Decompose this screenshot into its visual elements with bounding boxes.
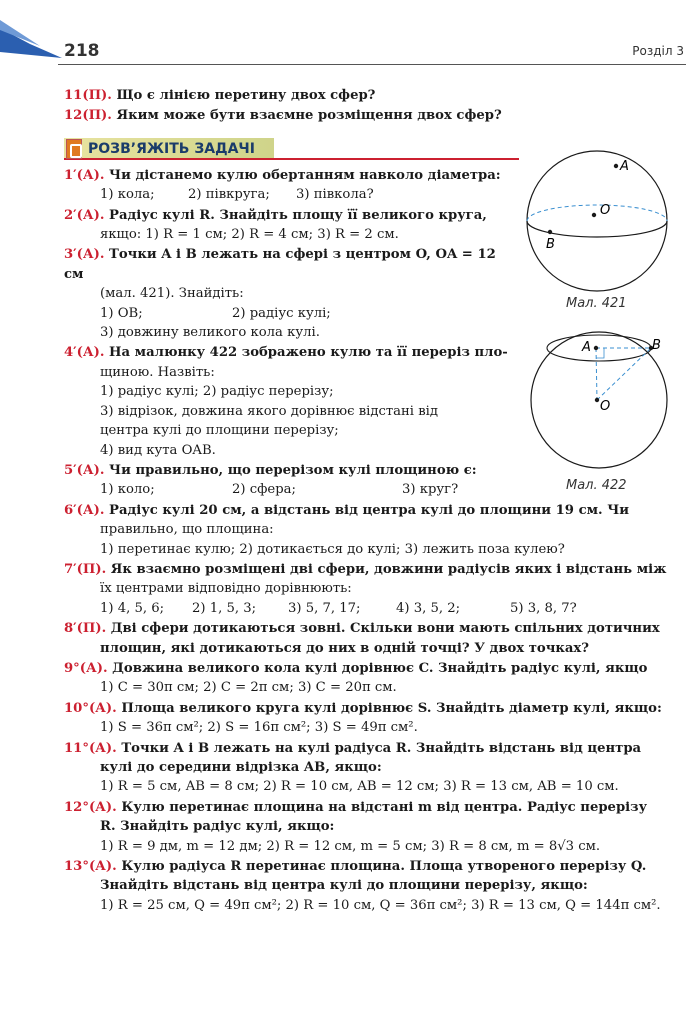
- option: 1) коло;: [100, 482, 155, 498]
- problem-text: Чи правильно, що перерізом кулі площиною є:: [104, 462, 477, 478]
- problem-13: [64, 857, 676, 915]
- problem-line: 3) довжину великого кола кулі.: [100, 325, 320, 341]
- problem-line: 1) радіус кулі; 2) радіус перерізу;: [100, 384, 334, 400]
- problem-line: R. Знайдіть радіус кулі, якщо:: [100, 819, 335, 835]
- point-label: B: [546, 237, 555, 252]
- problem-line: їх центрами відповідно дорівнюють:: [100, 581, 352, 597]
- option: 2) півкруга;: [188, 187, 270, 203]
- option: 3) круг?: [402, 482, 459, 498]
- problem-3: [64, 245, 519, 342]
- problem-4: [64, 343, 519, 459]
- problem-number: 5′(А).: [64, 462, 105, 478]
- problem-text: Площа великого круга кулі дорівнює S. Знайдіть діаметр кулі, якщо:: [116, 700, 662, 716]
- problem-9: [64, 659, 676, 698]
- problem-number: 3′(А).: [64, 247, 105, 263]
- problem-text: Кулю радіуса R перетинає площина. Площа утвореного перерізу Q.: [116, 859, 647, 875]
- option: 1) кола;: [100, 187, 155, 203]
- point-label: A: [620, 159, 629, 174]
- problem-line: площин, які дотикаються до них в одній точці? У двох точках?: [100, 640, 590, 656]
- problem-options: 1) R = 25 см, Q = 49π см²; 2) R = 10 см, Q = 36π см²; 3) R = 13 см, Q = 144π см².: [100, 897, 661, 913]
- option: 3) 5, 7, 17;: [288, 600, 361, 616]
- problem-11: [64, 739, 676, 797]
- section-title: Розділ 3: [632, 44, 684, 58]
- problem-options: 1) C = 30π см; 2) C = 2π см; 3) C = 20π см.: [100, 680, 397, 696]
- problem-text: Дві сфери дотикаються зовні. Скільки вони мають спільних дотичних: [106, 621, 660, 637]
- problem-text: Радіус кулі R. Знайдіть площу її великого круга,: [104, 207, 487, 223]
- option: 4) 3, 5, 2;: [396, 600, 461, 616]
- point-label: A: [582, 340, 591, 355]
- problem-line: (мал. 421). Знайдіть:: [100, 286, 244, 302]
- problem-number: 11°(А).: [64, 740, 117, 756]
- problem-line: щиною. Назвіть:: [100, 364, 215, 380]
- problem-text: Радіус кулі 20 см, а відстань від центра кулі до площини 19 см. Чи: [104, 502, 630, 518]
- problem-options: якщо: 1) R = 1 см; 2) R = 4 см; 3) R = 2 см.: [100, 227, 399, 243]
- problem-line: 3) відрізок, довжина якого дорівнює відстані від: [100, 403, 438, 419]
- problem-6: [64, 501, 676, 559]
- problem-options: 1) перетинає кулю; 2) дотикається до кулі; 3) лежить поза кулею?: [100, 541, 565, 557]
- question-text: Яким може бути взаємне розміщення двох сфер?: [111, 108, 502, 124]
- point-label: O: [600, 203, 611, 218]
- problem-text: Довжина великого кола кулі дорівнює C. Знайдіть радіус кулі, якщо: [107, 660, 648, 676]
- point-label: B: [652, 338, 661, 353]
- figure-422-sphere-section: [524, 318, 674, 478]
- problem-text: Кулю перетинає площина на відстані m від центра. Радіус перерізу: [116, 799, 648, 815]
- option: 2) сфера;: [232, 482, 296, 498]
- problem-number: 2′(А).: [64, 207, 105, 223]
- problem-line: 4) вид кута OAB.: [100, 442, 216, 458]
- problem-text: На малюнку 422 зображено кулю та її переріз пло-: [104, 345, 508, 361]
- option: 1) OB;: [100, 305, 143, 321]
- question-text: Що є лінією перетину двох сфер?: [111, 88, 376, 103]
- figure-421-caption: Мал. 421: [566, 296, 627, 311]
- option: 2) радіус кулі;: [232, 305, 331, 321]
- banner-title: РОЗВ’ЯЖІТЬ ЗАДАЧІ: [88, 140, 255, 157]
- problem-number: 13°(А).: [64, 859, 117, 875]
- problem-10: [64, 699, 676, 738]
- question-12: [64, 106, 676, 125]
- problem-number: 6′(А).: [64, 502, 105, 518]
- problem-text: Точки A і B лежать на кулі радіуса R. Знайдіть відстань від центра: [116, 740, 642, 756]
- problem-line: Знайдіть відстань від центра кулі до площини перерізу, якщо:: [100, 878, 588, 894]
- problem-2: [64, 206, 519, 245]
- problem-text: Як взаємно розміщені дві сфери, довжини радіусів яких і відстань між: [106, 561, 667, 577]
- task-icon: [66, 139, 82, 159]
- problem-options: 1) R = 5 см, AB = 8 см; 2) R = 10 см, AB = 12 см; 3) R = 13 см, AB = 10 см.: [100, 779, 619, 795]
- option: 2) 1, 5, 3;: [192, 600, 257, 616]
- problem-options: 1) S = 36π см²; 2) S = 16π см²; 3) S = 49π см².: [100, 720, 418, 736]
- problem-number: 12°(А).: [64, 799, 117, 815]
- figure-421-sphere: [522, 146, 672, 296]
- problem-number: 10°(А).: [64, 700, 117, 716]
- problem-number: 9°(А).: [64, 660, 108, 676]
- question-number: 11(П).: [64, 88, 112, 103]
- problem-7: [64, 560, 676, 618]
- page-number: 218: [64, 41, 100, 61]
- option: 3) півкола?: [296, 187, 374, 203]
- problem-8: [64, 619, 676, 658]
- problem-number: 4′(А).: [64, 345, 105, 361]
- page-corner-decoration: [0, 0, 64, 62]
- problem-number: 7′(П).: [64, 561, 107, 577]
- question-11: [64, 86, 676, 105]
- figure-422-caption: Мал. 422: [566, 478, 627, 493]
- point-label: O: [600, 399, 611, 414]
- problem-number: 8′(П).: [64, 621, 107, 637]
- problem-text: Точки A і B лежать на сфері з центром O, OA = 12 см: [64, 247, 496, 282]
- problem-number: 1′(А).: [64, 167, 105, 183]
- problem-5: [64, 461, 519, 500]
- option: 5) 3, 8, 7?: [510, 600, 577, 616]
- question-number: 12(П).: [64, 108, 112, 124]
- problem-12: [64, 798, 676, 856]
- problem-line: центра кулі до площини перерізу;: [100, 423, 339, 439]
- problem-line: правильно, що площина:: [100, 522, 274, 538]
- problem-options: 1) R = 9 дм, m = 12 дм; 2) R = 12 см, m = 5 см; 3) R = 8 см, m = 8√3 см.: [100, 838, 601, 854]
- problem-text: Чи дістанемо кулю обертанням навколо діаметра:: [104, 167, 501, 183]
- option: 1) 4, 5, 6;: [100, 600, 165, 616]
- problem-1: [64, 166, 519, 205]
- header-divider: [58, 64, 686, 65]
- problem-line: кулі до середини відрізка AB, якщо:: [100, 760, 382, 775]
